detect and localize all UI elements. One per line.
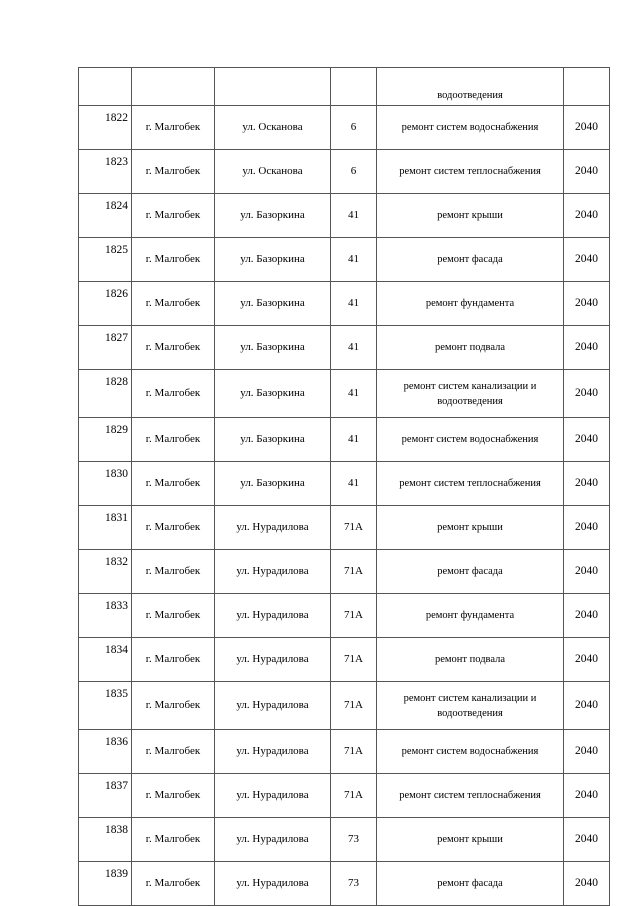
- table-row: [79, 594, 610, 638]
- cell-street: ул. Нурадилова: [215, 682, 331, 730]
- cell-num: 1831: [79, 506, 132, 550]
- table-row: [79, 638, 610, 682]
- cell-num: 1830: [79, 462, 132, 506]
- cell-street: [215, 68, 331, 106]
- cell-house: 6: [331, 150, 377, 194]
- table-row: [79, 774, 610, 818]
- cell-house: 41: [331, 326, 377, 370]
- cell-num: 1822: [79, 106, 132, 150]
- cell-num: 1832: [79, 550, 132, 594]
- table-row: [79, 238, 610, 282]
- cell-year: 2040: [564, 730, 610, 774]
- table-row: [79, 730, 610, 774]
- table-row: [79, 150, 610, 194]
- cell-city: г. Малгобек: [132, 818, 215, 862]
- cell-street: ул. Нурадилова: [215, 730, 331, 774]
- cell-year: 2040: [564, 282, 610, 326]
- cell-city: г. Малгобек: [132, 418, 215, 462]
- cell-house: 71А: [331, 730, 377, 774]
- cell-street: ул. Базоркина: [215, 326, 331, 370]
- cell-city: г. Малгобек: [132, 682, 215, 730]
- cell-work: ремонт фундамента: [377, 282, 564, 326]
- table-row: [79, 818, 610, 862]
- cell-work: ремонт систем канализации и водоотведения: [377, 682, 564, 730]
- cell-street: ул. Нурадилова: [215, 818, 331, 862]
- cell-street: ул. Осканова: [215, 150, 331, 194]
- cell-street: ул. Базоркина: [215, 370, 331, 418]
- cell-year: 2040: [564, 326, 610, 370]
- cell-work: ремонт фасада: [377, 862, 564, 906]
- cell-num: [79, 68, 132, 106]
- cell-street: ул. Базоркина: [215, 418, 331, 462]
- cell-street: ул. Базоркина: [215, 282, 331, 326]
- table-row: [79, 418, 610, 462]
- cell-street: ул. Базоркина: [215, 238, 331, 282]
- cell-street: ул. Нурадилова: [215, 550, 331, 594]
- table-row-continued: [79, 68, 610, 106]
- cell-city: г. Малгобек: [132, 150, 215, 194]
- cell-num: 1823: [79, 150, 132, 194]
- cell-house: 71А: [331, 638, 377, 682]
- cell-year: 2040: [564, 106, 610, 150]
- table-body: [79, 68, 610, 906]
- cell-work: ремонт фасада: [377, 238, 564, 282]
- cell-city: г. Малгобек: [132, 462, 215, 506]
- cell-street: ул. Нурадилова: [215, 862, 331, 906]
- cell-street: ул. Осканова: [215, 106, 331, 150]
- cell-year: 2040: [564, 638, 610, 682]
- cell-work: ремонт систем водоснабжения: [377, 106, 564, 150]
- cell-street: ул. Нурадилова: [215, 506, 331, 550]
- cell-street: ул. Базоркина: [215, 194, 331, 238]
- cell-city: г. Малгобек: [132, 730, 215, 774]
- cell-num: 1834: [79, 638, 132, 682]
- cell-house: 73: [331, 862, 377, 906]
- cell-city: г. Малгобек: [132, 238, 215, 282]
- cell-city: г. Малгобек: [132, 594, 215, 638]
- cell-house: 41: [331, 282, 377, 326]
- table-row: [79, 370, 610, 418]
- cell-street: ул. Нурадилова: [215, 638, 331, 682]
- cell-city: г. Малгобек: [132, 774, 215, 818]
- table-row: [79, 462, 610, 506]
- cell-year: 2040: [564, 238, 610, 282]
- cell-work: ремонт систем теплоснабжения: [377, 462, 564, 506]
- table-row: [79, 326, 610, 370]
- cell-work: ремонт фундамента: [377, 594, 564, 638]
- cell-city: г. Малгобек: [132, 862, 215, 906]
- cell-city: г. Малгобек: [132, 194, 215, 238]
- cell-work: ремонт крыши: [377, 194, 564, 238]
- cell-city: г. Малгобек: [132, 326, 215, 370]
- cell-work: водоотведения: [377, 68, 564, 106]
- cell-street: ул. Базоркина: [215, 462, 331, 506]
- cell-house: 71А: [331, 774, 377, 818]
- cell-year: 2040: [564, 550, 610, 594]
- cell-work: ремонт крыши: [377, 506, 564, 550]
- cell-num: 1837: [79, 774, 132, 818]
- cell-num: 1833: [79, 594, 132, 638]
- cell-city: г. Малгобек: [132, 370, 215, 418]
- table-row: [79, 194, 610, 238]
- cell-house: 41: [331, 462, 377, 506]
- cell-year: 2040: [564, 418, 610, 462]
- cell-num: 1839: [79, 862, 132, 906]
- cell-work: ремонт систем водоснабжения: [377, 418, 564, 462]
- table-row: [79, 506, 610, 550]
- cell-year: 2040: [564, 818, 610, 862]
- cell-num: 1825: [79, 238, 132, 282]
- cell-work: ремонт подвала: [377, 638, 564, 682]
- cell-house: 6: [331, 106, 377, 150]
- cell-work: ремонт систем водоснабжения: [377, 730, 564, 774]
- cell-house: 71А: [331, 506, 377, 550]
- cell-num: 1835: [79, 682, 132, 730]
- cell-city: г. Малгобек: [132, 282, 215, 326]
- cell-work: ремонт систем теплоснабжения: [377, 150, 564, 194]
- cell-city: [132, 68, 215, 106]
- cell-work: ремонт фасада: [377, 550, 564, 594]
- cell-num: 1824: [79, 194, 132, 238]
- cell-year: [564, 68, 610, 106]
- cell-work: ремонт систем теплоснабжения: [377, 774, 564, 818]
- repair-schedule-table: [78, 67, 610, 906]
- cell-house: [331, 68, 377, 106]
- cell-year: 2040: [564, 774, 610, 818]
- cell-year: 2040: [564, 682, 610, 730]
- cell-num: 1826: [79, 282, 132, 326]
- cell-year: 2040: [564, 150, 610, 194]
- cell-house: 41: [331, 194, 377, 238]
- cell-year: 2040: [564, 594, 610, 638]
- cell-num: 1829: [79, 418, 132, 462]
- cell-year: 2040: [564, 462, 610, 506]
- cell-house: 73: [331, 818, 377, 862]
- cell-house: 71А: [331, 550, 377, 594]
- cell-work: ремонт подвала: [377, 326, 564, 370]
- cell-work: ремонт крыши: [377, 818, 564, 862]
- cell-year: 2040: [564, 506, 610, 550]
- cell-house: 41: [331, 238, 377, 282]
- cell-street: ул. Нурадилова: [215, 774, 331, 818]
- cell-year: 2040: [564, 370, 610, 418]
- cell-year: 2040: [564, 862, 610, 906]
- cell-city: г. Малгобек: [132, 550, 215, 594]
- cell-city: г. Малгобек: [132, 106, 215, 150]
- cell-house: 71А: [331, 682, 377, 730]
- cell-num: 1827: [79, 326, 132, 370]
- table-row: [79, 862, 610, 906]
- cell-house: 41: [331, 370, 377, 418]
- cell-street: ул. Нурадилова: [215, 594, 331, 638]
- table-row: [79, 282, 610, 326]
- cell-house: 41: [331, 418, 377, 462]
- table-row: [79, 550, 610, 594]
- cell-num: 1838: [79, 818, 132, 862]
- cell-city: г. Малгобек: [132, 506, 215, 550]
- cell-city: г. Малгобек: [132, 638, 215, 682]
- cell-num: 1836: [79, 730, 132, 774]
- cell-num: 1828: [79, 370, 132, 418]
- table-row: [79, 106, 610, 150]
- cell-house: 71А: [331, 594, 377, 638]
- cell-year: 2040: [564, 194, 610, 238]
- table-row: [79, 682, 610, 730]
- cell-work: ремонт систем канализации и водоотведения: [377, 370, 564, 418]
